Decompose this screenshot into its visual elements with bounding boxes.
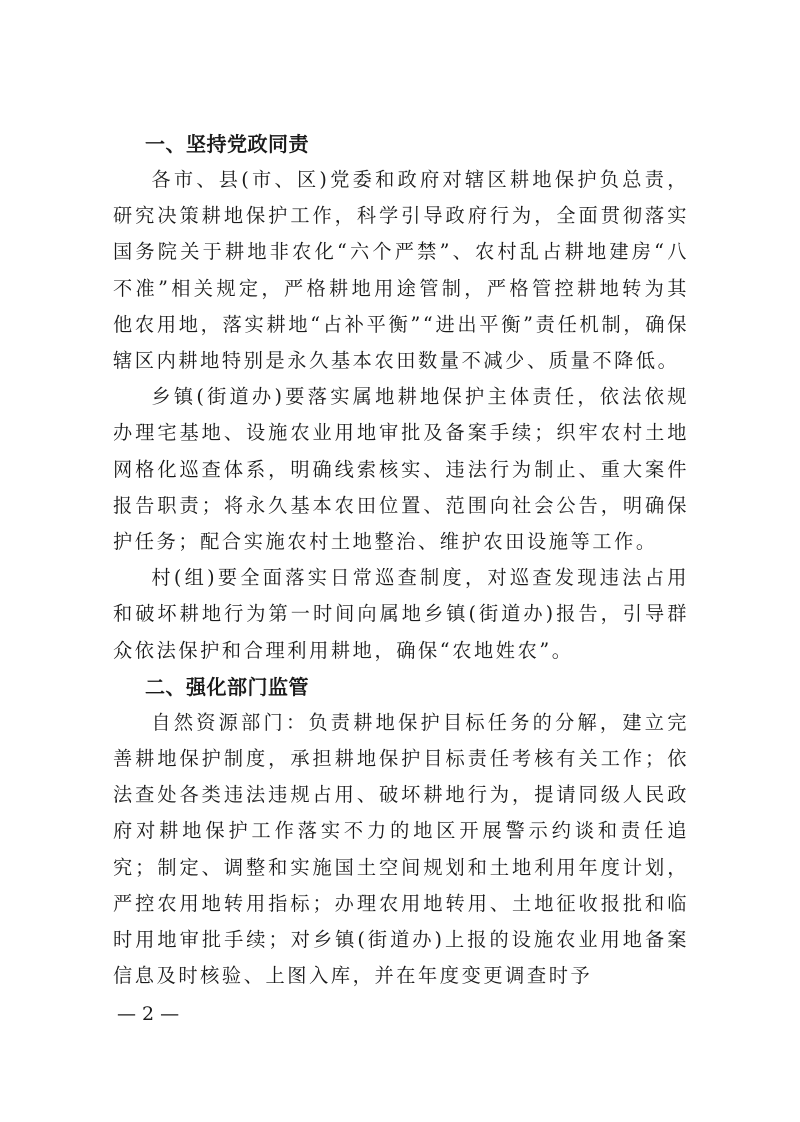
section-heading-2: 二、强化部门监管 <box>145 674 309 699</box>
paragraph-1-2: 乡镇(街道办)要落实属地耕地保护主体责任，依法依规办理宅基地、设施农业用地审批及备案手续；织牢农村土地网格化巡查体系，明确线索核实、违法行为制止、重大案件报告职责；将永久基本农田位置、范围向社会公告，明确保护任务；配合实施农村土地整治、维护农田设施等工作。 <box>113 385 689 554</box>
paragraph-1-3: 村(组)要全面落实日常巡查制度，对巡查发现违法占用和破坏耕地行为第一时间向属地乡镇(街道办)报告，引导群众依法保护和合理利用耕地，确保“农地姓农”。 <box>113 566 689 662</box>
paragraph-2-1: 自然资源部门：负责耕地保护目标任务的分解，建立完善耕地保护制度，承担耕地保护目标责任考核有关工作；依法查处各类违法违规占用、破坏耕地行为，提请同级人民政府对耕地保护工作落实不力的地区开展警示约谈和责任追究；制定、调整和实施国土空间规划和土地利用年度计划，严控农用地转用指标；办理农用地转用、土地征收报批和临时用地审批手续；对乡镇(街道办)上报的设施农业用地备案信息及时核验、上图入库，并在年度变更调查时予 <box>113 710 689 988</box>
section-heading-1: 一、坚持党政同责 <box>145 132 309 156</box>
document-body <box>113 126 689 994</box>
page-number: — 2 — <box>117 1003 180 1025</box>
paragraph-1-1: 各市、县(市、区)党委和政府对辖区耕地保护负总责，研究决策耕地保护工作，科学引导政府行为，全面贯彻落实国务院关于耕地非农化“六个严禁”、农村乱占耕地建房“八不准”相关规定，严格耕地用途管制，严格管控耕地转为其他农用地，落实耕地“占补平衡”“进出平衡”责任机制，确保辖区内耕地特别是永久基本农田数量不减少、质量不降低。 <box>113 168 689 373</box>
